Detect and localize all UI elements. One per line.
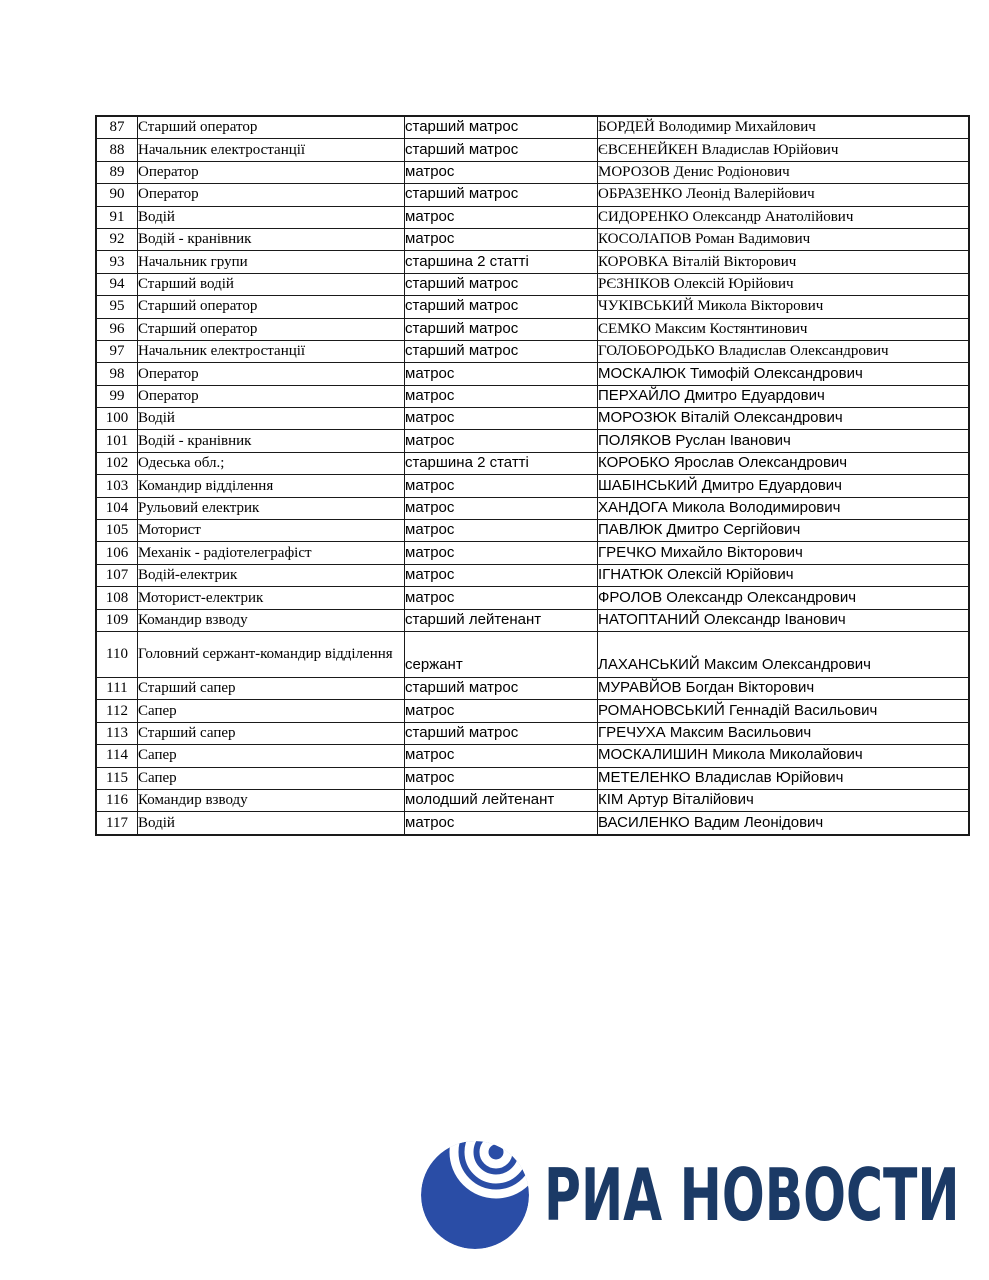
table-row (96, 812, 969, 835)
row-number-cell: 103 (96, 475, 138, 497)
table-row (96, 631, 969, 677)
rank-cell: старший лейтенант (405, 609, 598, 631)
rank-cell: старший матрос (405, 722, 598, 744)
position-cell: Водій - кранівник (138, 430, 405, 452)
personnel-table-body (96, 116, 969, 835)
table-row (96, 430, 969, 452)
position-cell: Моторист (138, 520, 405, 542)
rank-cell: матрос (405, 497, 598, 519)
position-cell: Начальник групи (138, 251, 405, 273)
position-cell: Сапер (138, 700, 405, 722)
position-cell: Начальник електростанції (138, 139, 405, 161)
table-row (96, 184, 969, 206)
rank-cell: старший матрос (405, 139, 598, 161)
position-cell: Водій-електрик (138, 564, 405, 586)
rank-cell: молодший лейтенант (405, 789, 598, 811)
rank-cell: матрос (405, 161, 598, 183)
position-cell: Рульовий електрик (138, 497, 405, 519)
position-cell: Механік - радіотелеграфіст (138, 542, 405, 564)
name-cell: НАТОПТАНИЙ Олександр Іванович (598, 609, 970, 631)
position-cell: Старший сапер (138, 722, 405, 744)
row-number-cell: 109 (96, 609, 138, 631)
row-number-cell: 92 (96, 228, 138, 250)
name-cell: ЛАХАНСЬКИЙ Максим Олександрович (598, 631, 970, 677)
table-row (96, 296, 969, 318)
table-row (96, 497, 969, 519)
position-cell: Оператор (138, 161, 405, 183)
table-row (96, 228, 969, 250)
name-cell: ПОЛЯКОВ Руслан Іванович (598, 430, 970, 452)
row-number-cell: 90 (96, 184, 138, 206)
name-cell: ГРЕЧКО Михайло Вікторович (598, 542, 970, 564)
position-cell: Старший сапер (138, 677, 405, 699)
row-number-cell: 117 (96, 812, 138, 835)
position-cell: Старший оператор (138, 116, 405, 139)
row-number-cell: 100 (96, 408, 138, 430)
position-cell: Моторист-електрик (138, 587, 405, 609)
rank-cell: матрос (405, 206, 598, 228)
row-number-cell: 99 (96, 385, 138, 407)
table-row (96, 542, 969, 564)
table-row (96, 273, 969, 295)
position-cell: Командир взводу (138, 789, 405, 811)
rank-cell: старшина 2 статті (405, 251, 598, 273)
name-cell: РЄЗНІКОВ Олексій Юрійович (598, 273, 970, 295)
table-row (96, 408, 969, 430)
rank-cell: старший матрос (405, 318, 598, 340)
row-number-cell: 87 (96, 116, 138, 139)
position-cell: Сапер (138, 767, 405, 789)
row-number-cell: 107 (96, 564, 138, 586)
name-cell: МОРОЗОВ Денис Родіонович (598, 161, 970, 183)
position-cell: Командир взводу (138, 609, 405, 631)
row-number-cell: 110 (96, 631, 138, 677)
rank-cell: матрос (405, 430, 598, 452)
table-row (96, 745, 969, 767)
row-number-cell: 93 (96, 251, 138, 273)
position-cell: Начальник електростанції (138, 340, 405, 362)
name-cell: КОСОЛАПОВ Роман Вадимович (598, 228, 970, 250)
position-cell: Одеська обл.; (138, 452, 405, 474)
position-cell: Командир відділення (138, 475, 405, 497)
name-cell: КОРОБКО Ярослав Олександрович (598, 452, 970, 474)
rank-cell: матрос (405, 363, 598, 385)
rank-cell: сержант (405, 631, 598, 677)
rank-cell: матрос (405, 228, 598, 250)
ria-logo-text: РИА НОВОСТИ (544, 1153, 960, 1237)
position-cell: Сапер (138, 745, 405, 767)
name-cell: МОРОЗЮК Віталій Олександрович (598, 408, 970, 430)
row-number-cell: 101 (96, 430, 138, 452)
rank-cell: матрос (405, 587, 598, 609)
name-cell: СЕМКО Максим Костянтинович (598, 318, 970, 340)
position-cell: Старший оператор (138, 318, 405, 340)
name-cell: ІГНАТЮК Олексій Юрійович (598, 564, 970, 586)
row-number-cell: 95 (96, 296, 138, 318)
rank-cell: старший матрос (405, 340, 598, 362)
rank-cell: матрос (405, 520, 598, 542)
table-row (96, 722, 969, 744)
table-row (96, 767, 969, 789)
rank-cell: матрос (405, 564, 598, 586)
name-cell: МУРАВЙОВ Богдан Вікторович (598, 677, 970, 699)
name-cell: МЕТЕЛЕНКО Владислав Юрійович (598, 767, 970, 789)
table-row (96, 363, 969, 385)
ria-globe-icon (420, 1140, 530, 1250)
rank-cell: матрос (405, 767, 598, 789)
row-number-cell: 105 (96, 520, 138, 542)
name-cell: ГОЛОБОРОДЬКО Владислав Олександрович (598, 340, 970, 362)
row-number-cell: 114 (96, 745, 138, 767)
position-cell: Водій (138, 812, 405, 835)
table-row (96, 161, 969, 183)
name-cell: ЧУКІВСЬКИЙ Микола Вікторович (598, 296, 970, 318)
name-cell: ПАВЛЮК Дмитро Сергійович (598, 520, 970, 542)
rank-cell: матрос (405, 475, 598, 497)
rank-cell: старший матрос (405, 677, 598, 699)
row-number-cell: 108 (96, 587, 138, 609)
rank-cell: старший матрос (405, 184, 598, 206)
table-row (96, 116, 969, 139)
name-cell: ОБРАЗЕНКО Леонід Валерійович (598, 184, 970, 206)
row-number-cell: 111 (96, 677, 138, 699)
row-number-cell: 91 (96, 206, 138, 228)
position-cell: Оператор (138, 385, 405, 407)
name-cell: ШАБІНСЬКИЙ Дмитро Едуардович (598, 475, 970, 497)
row-number-cell: 89 (96, 161, 138, 183)
rank-cell: матрос (405, 745, 598, 767)
name-cell: ЄВСЕНЕЙКЕН Владислав Юрійович (598, 139, 970, 161)
table-row (96, 609, 969, 631)
row-number-cell: 104 (96, 497, 138, 519)
personnel-table (95, 115, 970, 836)
table-row (96, 318, 969, 340)
name-cell: БОРДЕЙ Володимир Михайлович (598, 116, 970, 139)
name-cell: СИДОРЕНКО Олександр Анатолійович (598, 206, 970, 228)
rank-cell: матрос (405, 700, 598, 722)
row-number-cell: 112 (96, 700, 138, 722)
ria-novosti-logo (420, 1140, 989, 1250)
name-cell: ФРОЛОВ Олександр Олександрович (598, 587, 970, 609)
name-cell: РОМАНОВСЬКИЙ Геннадій Васильович (598, 700, 970, 722)
rank-cell: матрос (405, 812, 598, 835)
name-cell: КОРОВКА Віталій Вікторович (598, 251, 970, 273)
position-cell: Водій - кранівник (138, 228, 405, 250)
rank-cell: матрос (405, 408, 598, 430)
table-row (96, 452, 969, 474)
table-row (96, 340, 969, 362)
position-cell: Головний сержант-командир відділення (138, 631, 405, 677)
row-number-cell: 113 (96, 722, 138, 744)
table-row (96, 700, 969, 722)
rank-cell: старший матрос (405, 296, 598, 318)
rank-cell: старший матрос (405, 273, 598, 295)
table-row (96, 564, 969, 586)
rank-cell: матрос (405, 385, 598, 407)
row-number-cell: 88 (96, 139, 138, 161)
row-number-cell: 106 (96, 542, 138, 564)
table-row (96, 677, 969, 699)
table-row (96, 520, 969, 542)
row-number-cell: 94 (96, 273, 138, 295)
table-row (96, 475, 969, 497)
rank-cell: старшина 2 статті (405, 452, 598, 474)
table-row (96, 206, 969, 228)
row-number-cell: 97 (96, 340, 138, 362)
table-row (96, 587, 969, 609)
rank-cell: матрос (405, 542, 598, 564)
position-cell: Старший оператор (138, 296, 405, 318)
position-cell: Оператор (138, 363, 405, 385)
name-cell: ВАСИЛЕНКО Вадим Леонідович (598, 812, 970, 835)
name-cell: КІМ Артур Віталійович (598, 789, 970, 811)
name-cell: МОСКАЛЮК Тимофій Олександрович (598, 363, 970, 385)
row-number-cell: 102 (96, 452, 138, 474)
table-row (96, 385, 969, 407)
position-cell: Водій (138, 206, 405, 228)
position-cell: Старший водій (138, 273, 405, 295)
row-number-cell: 96 (96, 318, 138, 340)
position-cell: Оператор (138, 184, 405, 206)
position-cell: Водій (138, 408, 405, 430)
name-cell: МОСКАЛИШИН Микола Миколайович (598, 745, 970, 767)
row-number-cell: 115 (96, 767, 138, 789)
name-cell: ГРЕЧУХА Максим Васильович (598, 722, 970, 744)
row-number-cell: 116 (96, 789, 138, 811)
table-row (96, 789, 969, 811)
rank-cell: старший матрос (405, 116, 598, 139)
name-cell: ПЕРХАЙЛО Дмитро Едуардович (598, 385, 970, 407)
row-number-cell: 98 (96, 363, 138, 385)
table-row (96, 251, 969, 273)
name-cell: ХАНДОГА Микола Володимирович (598, 497, 970, 519)
table-row (96, 139, 969, 161)
